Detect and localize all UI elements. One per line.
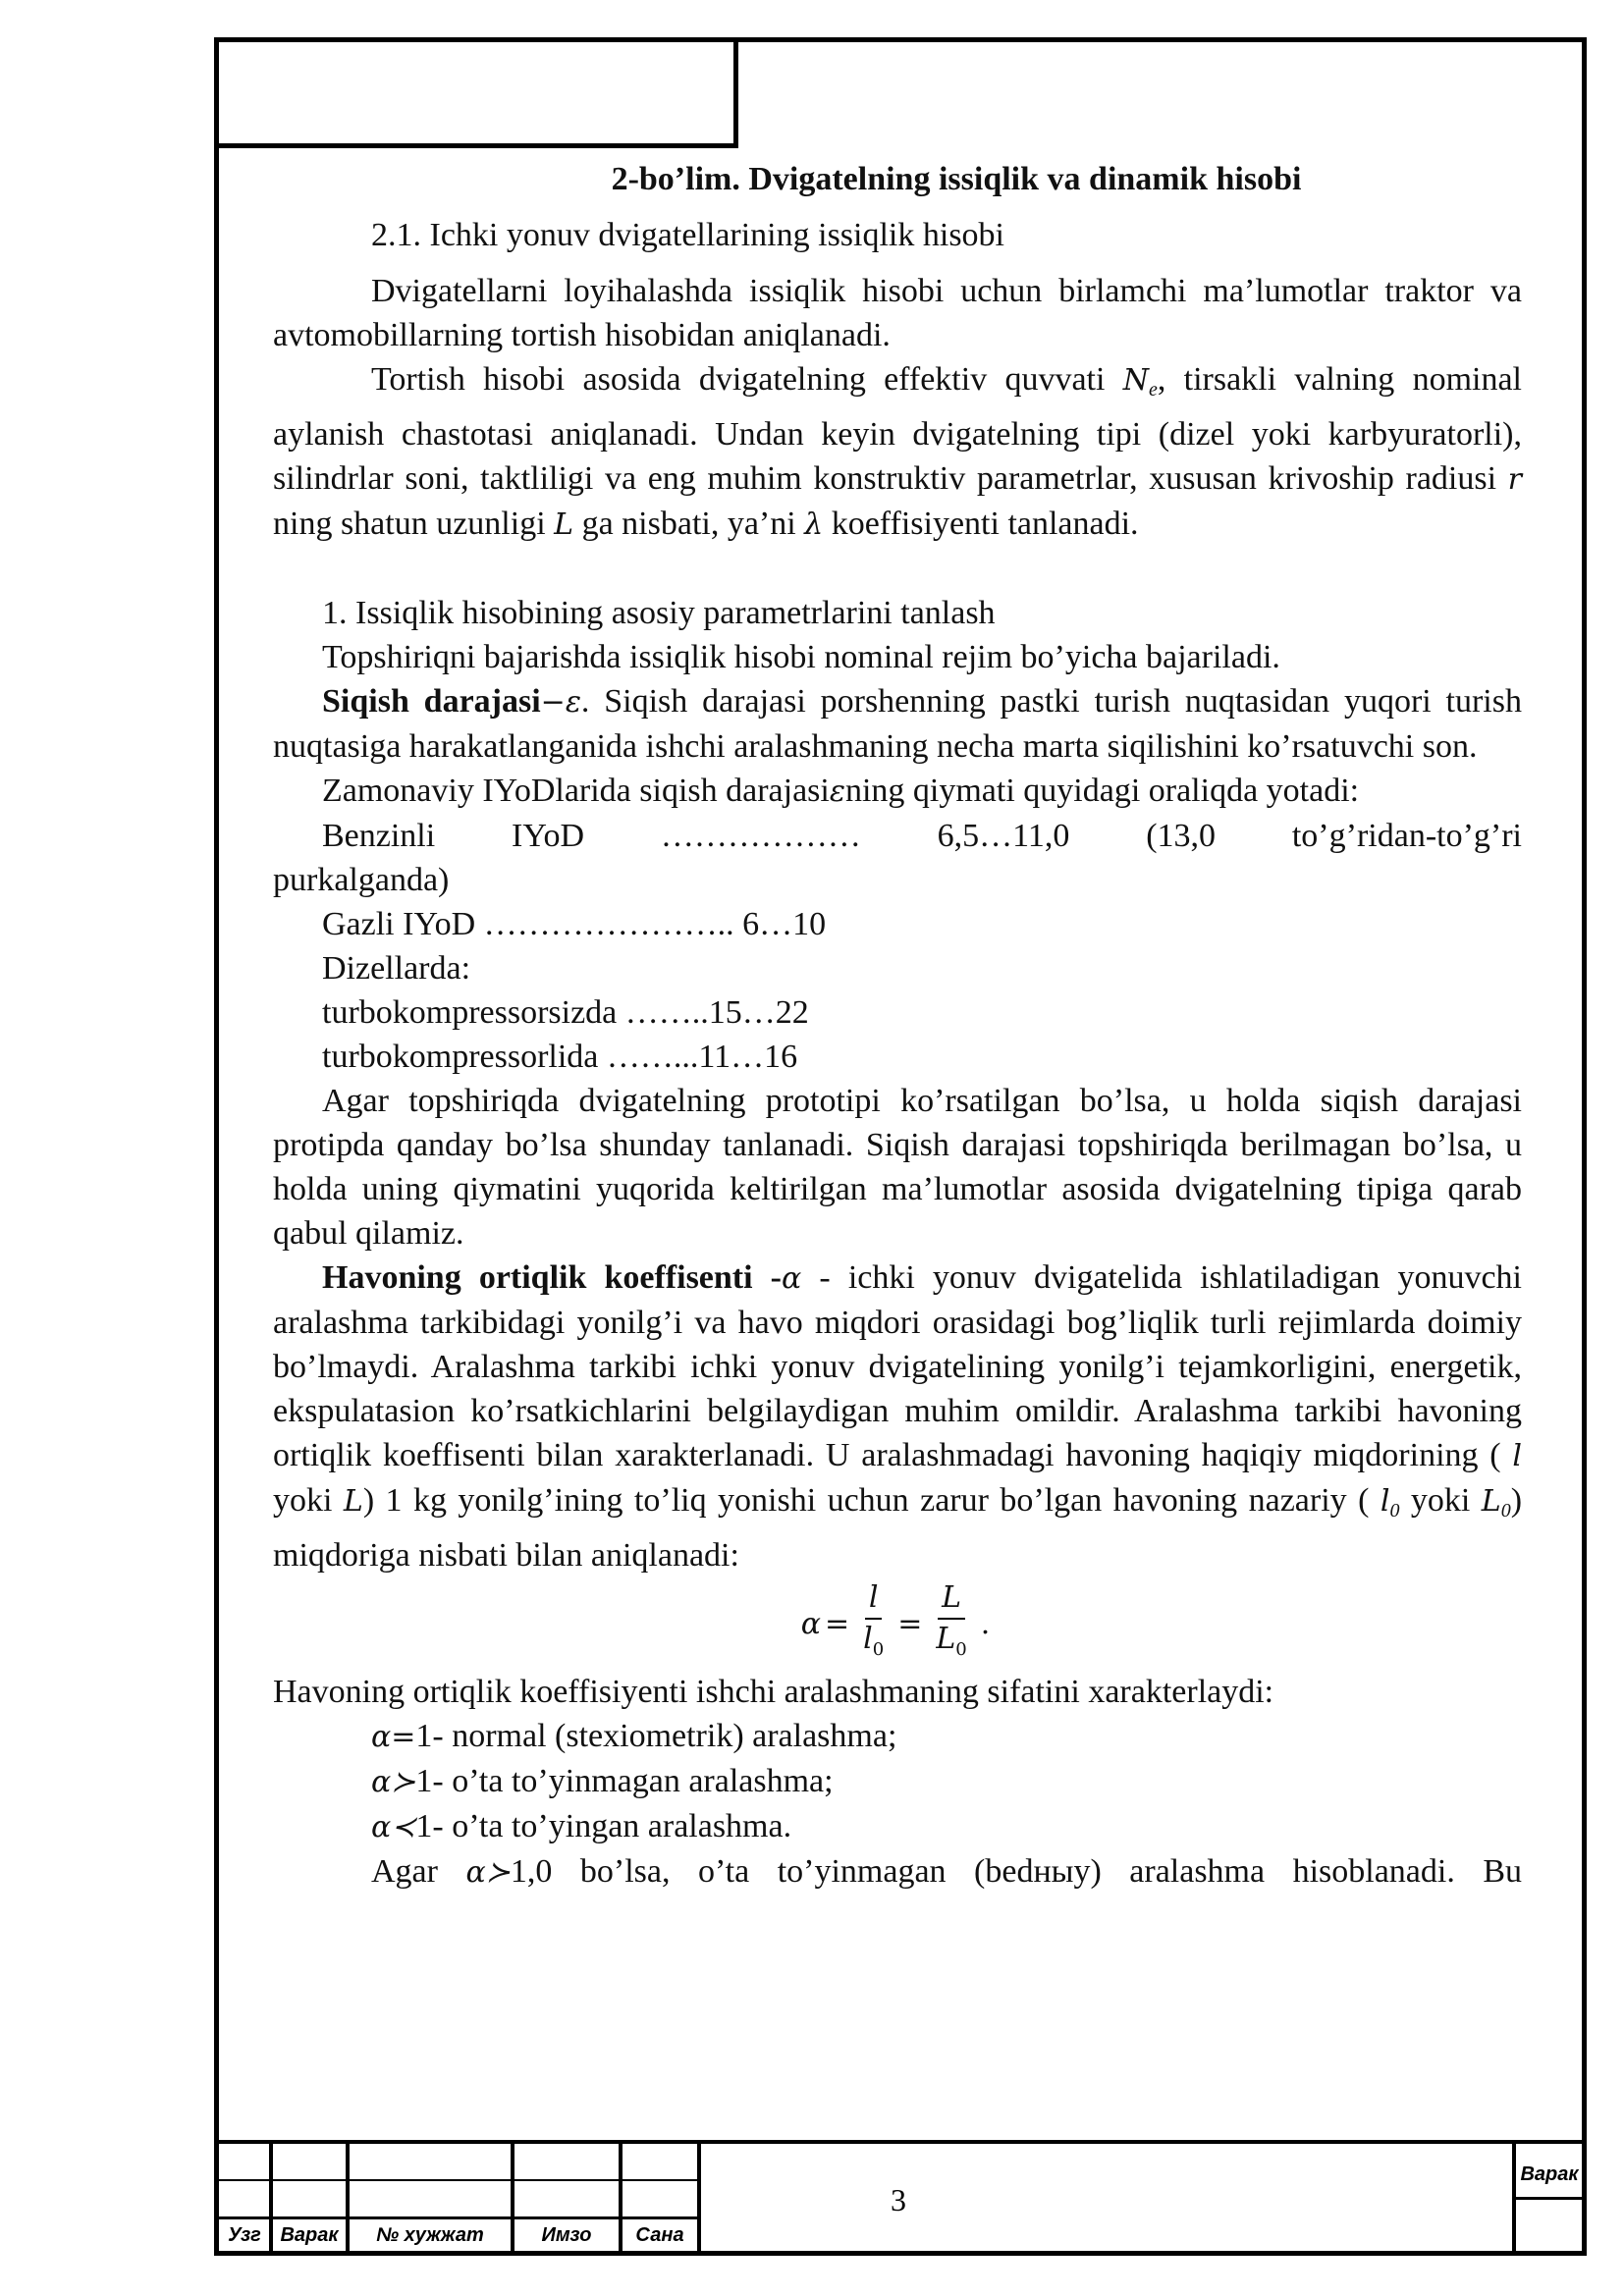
case-rich: α≺1- o’ta to’yingan aralashma. bbox=[371, 1808, 792, 1844]
symbol-L: L bbox=[554, 507, 574, 542]
paragraph-last: Agar α≻1,0 bo’lsa, o’ta to’yinmagan (bedныу) aralashma hisoblanadi. Bu bbox=[371, 1853, 1523, 1890]
symbol-r: r bbox=[1507, 462, 1523, 497]
label-sheet: Варак bbox=[1520, 2163, 1579, 2185]
paragraph-7: Havoning ortiqlik koeffisenti -α - ichki yonuv dvigatelida ishlatiladigan yonuvchi aralashma tarkibidagi yonilg’i va havo miqdori orasidagi bog’liqlik turli rejimlarda doimiy bo’lmaydi. Aralashma tarkibi ichki yonuv dvigatelining yonilg’i tejamkorligini, energetik, ekspulatasion ko’rsatkichlarini belgilaydigan muhim omildir. Aralashma tarkibi havoning ortiqlik koeffisenti bilan xarakterlanadi. U aralashmadagi havoning haqiqiy miqdorining ( l yoki L) 1 kg yonilg’ining to’liq yonishi uchun zarur bo’lgan havoning nazariy ( $l_0$ yoki $L_0$) miqdoriga nisbati bilan aniqlanadi: bbox=[273, 1259, 1523, 1574]
title-block-row-line bbox=[219, 2216, 699, 2219]
spacer bbox=[273, 547, 1522, 591]
symbol-epsilon: ε bbox=[829, 774, 845, 809]
turbo-without-line: turbokompressorsizda ……..15…22 bbox=[322, 994, 809, 1031]
paragraph-8: Havoning ortiqlik koeffisiyenti ishchi aralashmaning sifatini xarakterlaydi: bbox=[273, 1674, 1274, 1710]
symbol-lambda: λ bbox=[804, 507, 824, 542]
title-block-divider bbox=[697, 2142, 701, 2256]
section-title: 2-bo’lim. Dvigatelning issiqlik va dinamik hisobi bbox=[611, 161, 1302, 197]
turbo-with-line: turbokompressorlida ……...11…16 bbox=[322, 1039, 798, 1075]
label-varak: Варак bbox=[280, 2224, 339, 2246]
paragraph-6: Agar topshiriqda dvigatelning prototipi ko’rsatilgan bo’lsa, u holda siqish darajasi protipda qanday bo’lsa shunday tanlanadi. Siqish darajasi topshiriqda berilmagan bo’lsa, u holda uning qiymatini yuqorida keltirilgan ma’lumotlar asosida dvigatelning tipiga qarab qabul qilamiz. bbox=[273, 1083, 1522, 1252]
stamp-box bbox=[214, 37, 738, 148]
label-signature: Имзо bbox=[541, 2224, 592, 2246]
symbol-alpha: α bbox=[782, 1261, 802, 1296]
subsection-title: 2.1. Ichki yonuv dvigatellarining issiqlik hisobi bbox=[371, 217, 1005, 253]
gaz-line: Gazli IYoD ………………….. 6…10 bbox=[322, 906, 827, 942]
paragraph-1: Dvigatellarni loyihalashda issiqlik hisobi uchun birlamchi ma’lumotlar traktor va avtomobillarning tortish hisobidan aniqlanadi. bbox=[273, 273, 1522, 353]
document-body bbox=[273, 147, 1522, 1895]
term-excess-air: Havoning ortiqlik koeffisenti - bbox=[322, 1259, 783, 1296]
paragraph-4: Siqish darajasi−ε. Siqish darajasi porshenning pastki turish nuqtasidan yuqori turish nuqtasiga harakatlanganida ishchi aralashmaning necha marta siqilishini ko’rsatuvchi son. bbox=[273, 683, 1522, 765]
case-normal: α=1- normal (stexiometrik) aralashma; bbox=[371, 1718, 897, 1754]
fraction-L-L0: $\frac{L}{L_0}$ bbox=[936, 1579, 967, 1660]
dizel-label: Dizellarda: bbox=[322, 950, 471, 987]
list-item-1: 1. Issiqlik hisobining asosiy parametrlarini tanlash bbox=[322, 595, 996, 631]
case-lean: α≻1- o’ta to’yinmagan aralashma; bbox=[371, 1763, 834, 1799]
title-block-row-line bbox=[1512, 2197, 1583, 2200]
paragraph-3: Topshiriqni bajarishda issiqlik hisobi nominal rejim bo’yicha bajariladi. bbox=[322, 639, 1280, 675]
benzin-line: Benzinli IYoD ……………… 6,5…11,0 (13,0 to’g’ridan-to’g’ri bbox=[322, 818, 1522, 854]
benzin-continuation: purkalganda) bbox=[273, 862, 450, 898]
label-uzg: Узг bbox=[228, 2224, 261, 2246]
title-block-top-border bbox=[219, 2140, 1582, 2144]
label-date: Сана bbox=[635, 2224, 684, 2246]
term-compression-ratio: Siqish darajasi bbox=[322, 683, 541, 720]
alpha-formula: α = $\frac{l}{l_0}$ = $\frac{L}{L_0}$ . bbox=[273, 1579, 1522, 1668]
symbol-ne: N bbox=[1122, 363, 1149, 398]
paragraph-5: Zamonaviy IYoDlarida siqish darajasiεning qiymati quyidagi oraliqda yotadi: bbox=[322, 773, 1360, 809]
page-number: 3 bbox=[891, 2182, 906, 2217]
label-document-number: № хужжат bbox=[376, 2224, 484, 2246]
fraction-l-l0: $\frac{l}{l_0}$ bbox=[863, 1579, 885, 1660]
title-block-row-line bbox=[219, 2179, 699, 2181]
symbol-epsilon: ε bbox=[565, 685, 581, 720]
paragraph-2: Tortish hisobi asosida dvigatelning effektiv quvvati $N_e$, tirsakli valning nominal aylanish chastotasi aniqlanadi. Undan keyin dvigatelning tipi (dizel yoki karbyuratorli), silindrlar soni, taktliligi va eng muhim konstruktiv parametrlar, xususan krivoship radiusi r ning shatun uzunligi L ga nisbati, ya’ni λ koeffisiyenti tanlanadi. bbox=[273, 361, 1523, 542]
